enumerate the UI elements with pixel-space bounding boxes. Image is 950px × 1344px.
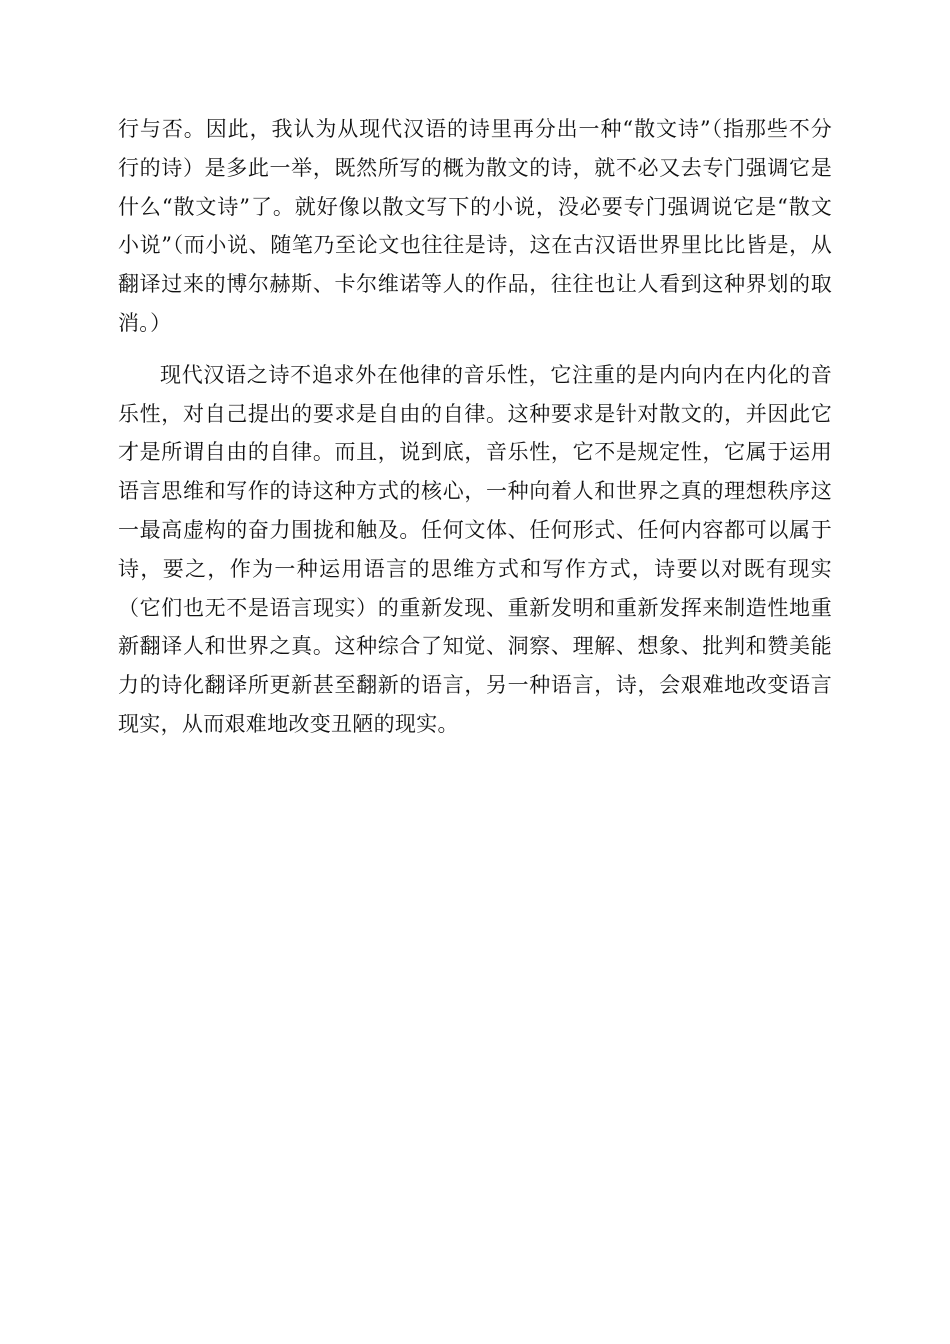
paragraph-1: 行与否。因此，我认为从现代汉语的诗里再分出一种“散文诗”（指那些不分行的诗）是多此一举，既然所写的概为散文的诗，就不必又去专门强调它是什么“散文诗”了。就好像以散文写下的小说，没必要专门强调说它是“散文小说”（而小说、随笔乃至论文也往往是诗，这在古汉语世界里比比皆是，从翻译过来的博尔赫斯、卡尔维诺等人的作品，往往也让人看到这种界划的取消。） — [118, 117, 832, 335]
document-body — [118, 110, 832, 744]
paragraph-2: 现代汉语之诗不追求外在他律的音乐性，它注重的是内向内在内化的音乐性，对自己提出的要求是自由的自律。这种要求是针对散文的，并因此它才是所谓自由的自律。而且，说到底，音乐性，它不是规定性，它属于运用语言思维和写作的诗这种方式的核心，一种向着人和世界之真的理想秩序这一最高虚构的奋力围拢和触及。任何文体、任何形式、任何内容都可以属于诗，要之，作为一种运用语言的思维方式和写作方式，诗要以对既有现实（它们也无不是语言现实）的重新发现、重新发明和重新发挥来制造性地重新翻译人和世界之真。这种综合了知觉、洞察、理解、想象、批判和赞美能力的诗化翻译所更新甚至翻新的语言，另一种语言，诗，会艰难地改变语言现实，从而艰难地改变丑陋的现实。 — [118, 362, 832, 736]
